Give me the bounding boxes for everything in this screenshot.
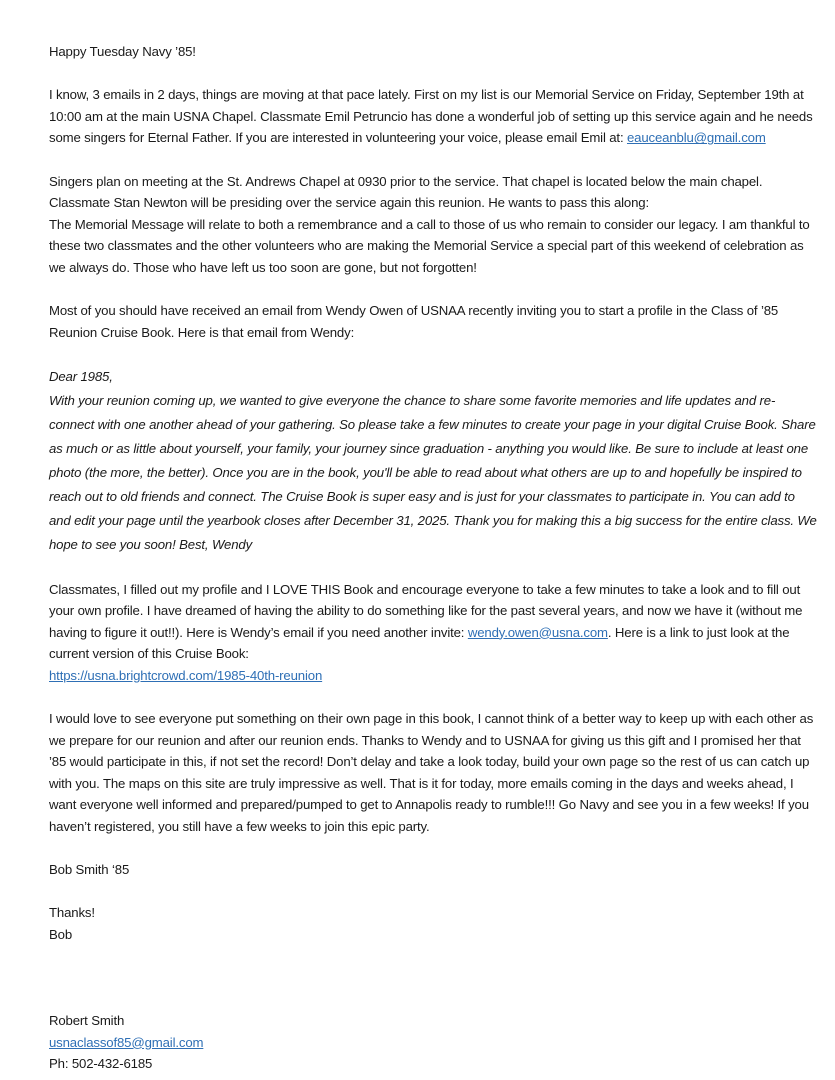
- memorial-service-paragraph: [49, 84, 819, 149]
- profile-mid-text: . Here is a link to just look at the current version of this Cruise Book:: [49, 624, 790, 662]
- quoted-wendy-email: [49, 365, 819, 557]
- spacer: [49, 838, 819, 860]
- signature-email-link[interactable]: usnaclassof85@gmail.com: [49, 1034, 204, 1050]
- email-document: [49, 41, 819, 1075]
- closing-paragraph: I would love to see everyone put something on their own page in this book, I cannot think of a better way to keep up with each other as we prepare for our reunion and after our reunion ends. Thanks to Wendy and to USNAA for giving us this gift and I promised her that ’85 would participate in this, if not set the record! Don’t delay and take a look today, build your own page so the rest of us can catch up with you. The maps on this site are truly impressive as well. That is it for today, more emails coming in the days and weeks ahead, I want everyone well informed and prepared/pumped to get to Annapolis ready to rumble!!! Go Navy and see you in a few weeks! If you haven’t registered, you still have a few weeks to join this epic party.: [49, 711, 814, 835]
- emil-email-link[interactable]: eauceanblu@gmail.com: [626, 130, 766, 146]
- signature-phone: Ph: 502-432-6185: [49, 1056, 153, 1072]
- greeting: Happy Tuesday Navy ’85!: [49, 44, 196, 59]
- signature-block: [49, 1010, 819, 1075]
- profile-text: Classmates, I filled out my profile and I LOVE THIS Book and encourage everyone to take a few minutes to take a look and to fill out your own profile. I have dreamed of having the ability to do something like for the past several years, and now we have it (without me having to figure it out!!). Here is Wendy’s email if you need another invite:: [49, 581, 803, 640]
- profile-paragraph: [49, 579, 819, 687]
- quoted-body: With your reunion coming up, we wanted to give everyone the chance to share some favorite memories and life updates and re-connect with one another ahead of your gathering. So please take a few minutes to create your page in your digital Cruise Book. Share as much or as little about yourself, your family, your journey since graduation - anything you would like. Be sure to include at least one photo (the more, the better). Once you are in the book, you'll be able to read about what others are up to and hopefully be inspired to reach out to old friends and connect. The Cruise Book is super easy and is just for your classmates to participate in. You can add to and edit your page until the yearbook closes after December 31, 2025. Thank you for making this a big success for the entire class. We hope to see you soon! Best, Wendy: [49, 392, 817, 552]
- cruise-book-intro-paragraph: Most of you should have received an email from Wendy Owen of USNAA recently inviting you to start a profile in the Class of ’85 Reunion Cruise Book. Here is that email from Wendy:: [49, 303, 779, 340]
- spacer: [49, 881, 819, 903]
- spacer: [49, 149, 819, 171]
- spacer: [49, 343, 819, 365]
- spacer: [49, 279, 819, 301]
- spacer: [49, 63, 819, 85]
- signoff-line: Bob Smith ‘85: [49, 862, 130, 878]
- spacer: [49, 946, 819, 989]
- singers-paragraph: Singers plan on meeting at the St. Andrews Chapel at 0930 prior to the service. That chapel is located below the main chapel. Classmate Stan Newton will be presiding over the service again this reunion. He wants to pass this along:: [49, 173, 763, 211]
- cruise-book-url-link[interactable]: https://usna.brightcrowd.com/1985-40th-reunion: [49, 667, 323, 683]
- memorial-service-text: I know, 3 emails in 2 days, things are moving at that pace lately. First on my list is our Memorial Service on Friday, September 19th at 10:00 am at the main USNA Chapel. Classmate Emil Petruncio has done a wonderful job of setting up this service again and he needs some singers for Eternal Father. If you are interested in volunteering your voice, please email Emil at:: [49, 87, 813, 146]
- wendy-email-link[interactable]: wendy.owen@usna.com: [467, 624, 608, 640]
- first-name-line: Bob: [49, 927, 73, 942]
- signature-name: Robert Smith: [49, 1013, 125, 1029]
- spacer: [49, 989, 819, 1011]
- thanks-line: Thanks!: [49, 905, 95, 921]
- spacer: [49, 686, 819, 708]
- quoted-salutation: Dear 1985,: [49, 368, 113, 384]
- spacer: [49, 557, 819, 579]
- memorial-message-paragraph: The Memorial Message will relate to both a remembrance and a call to those of us who remain to consider our legacy. I am thankful to these two classmates and the other volunteers who are making the Memorial Service a special part of this weekend of celebration as we always do. Those who have left us too soon are gone, but not forgotten!: [49, 216, 810, 275]
